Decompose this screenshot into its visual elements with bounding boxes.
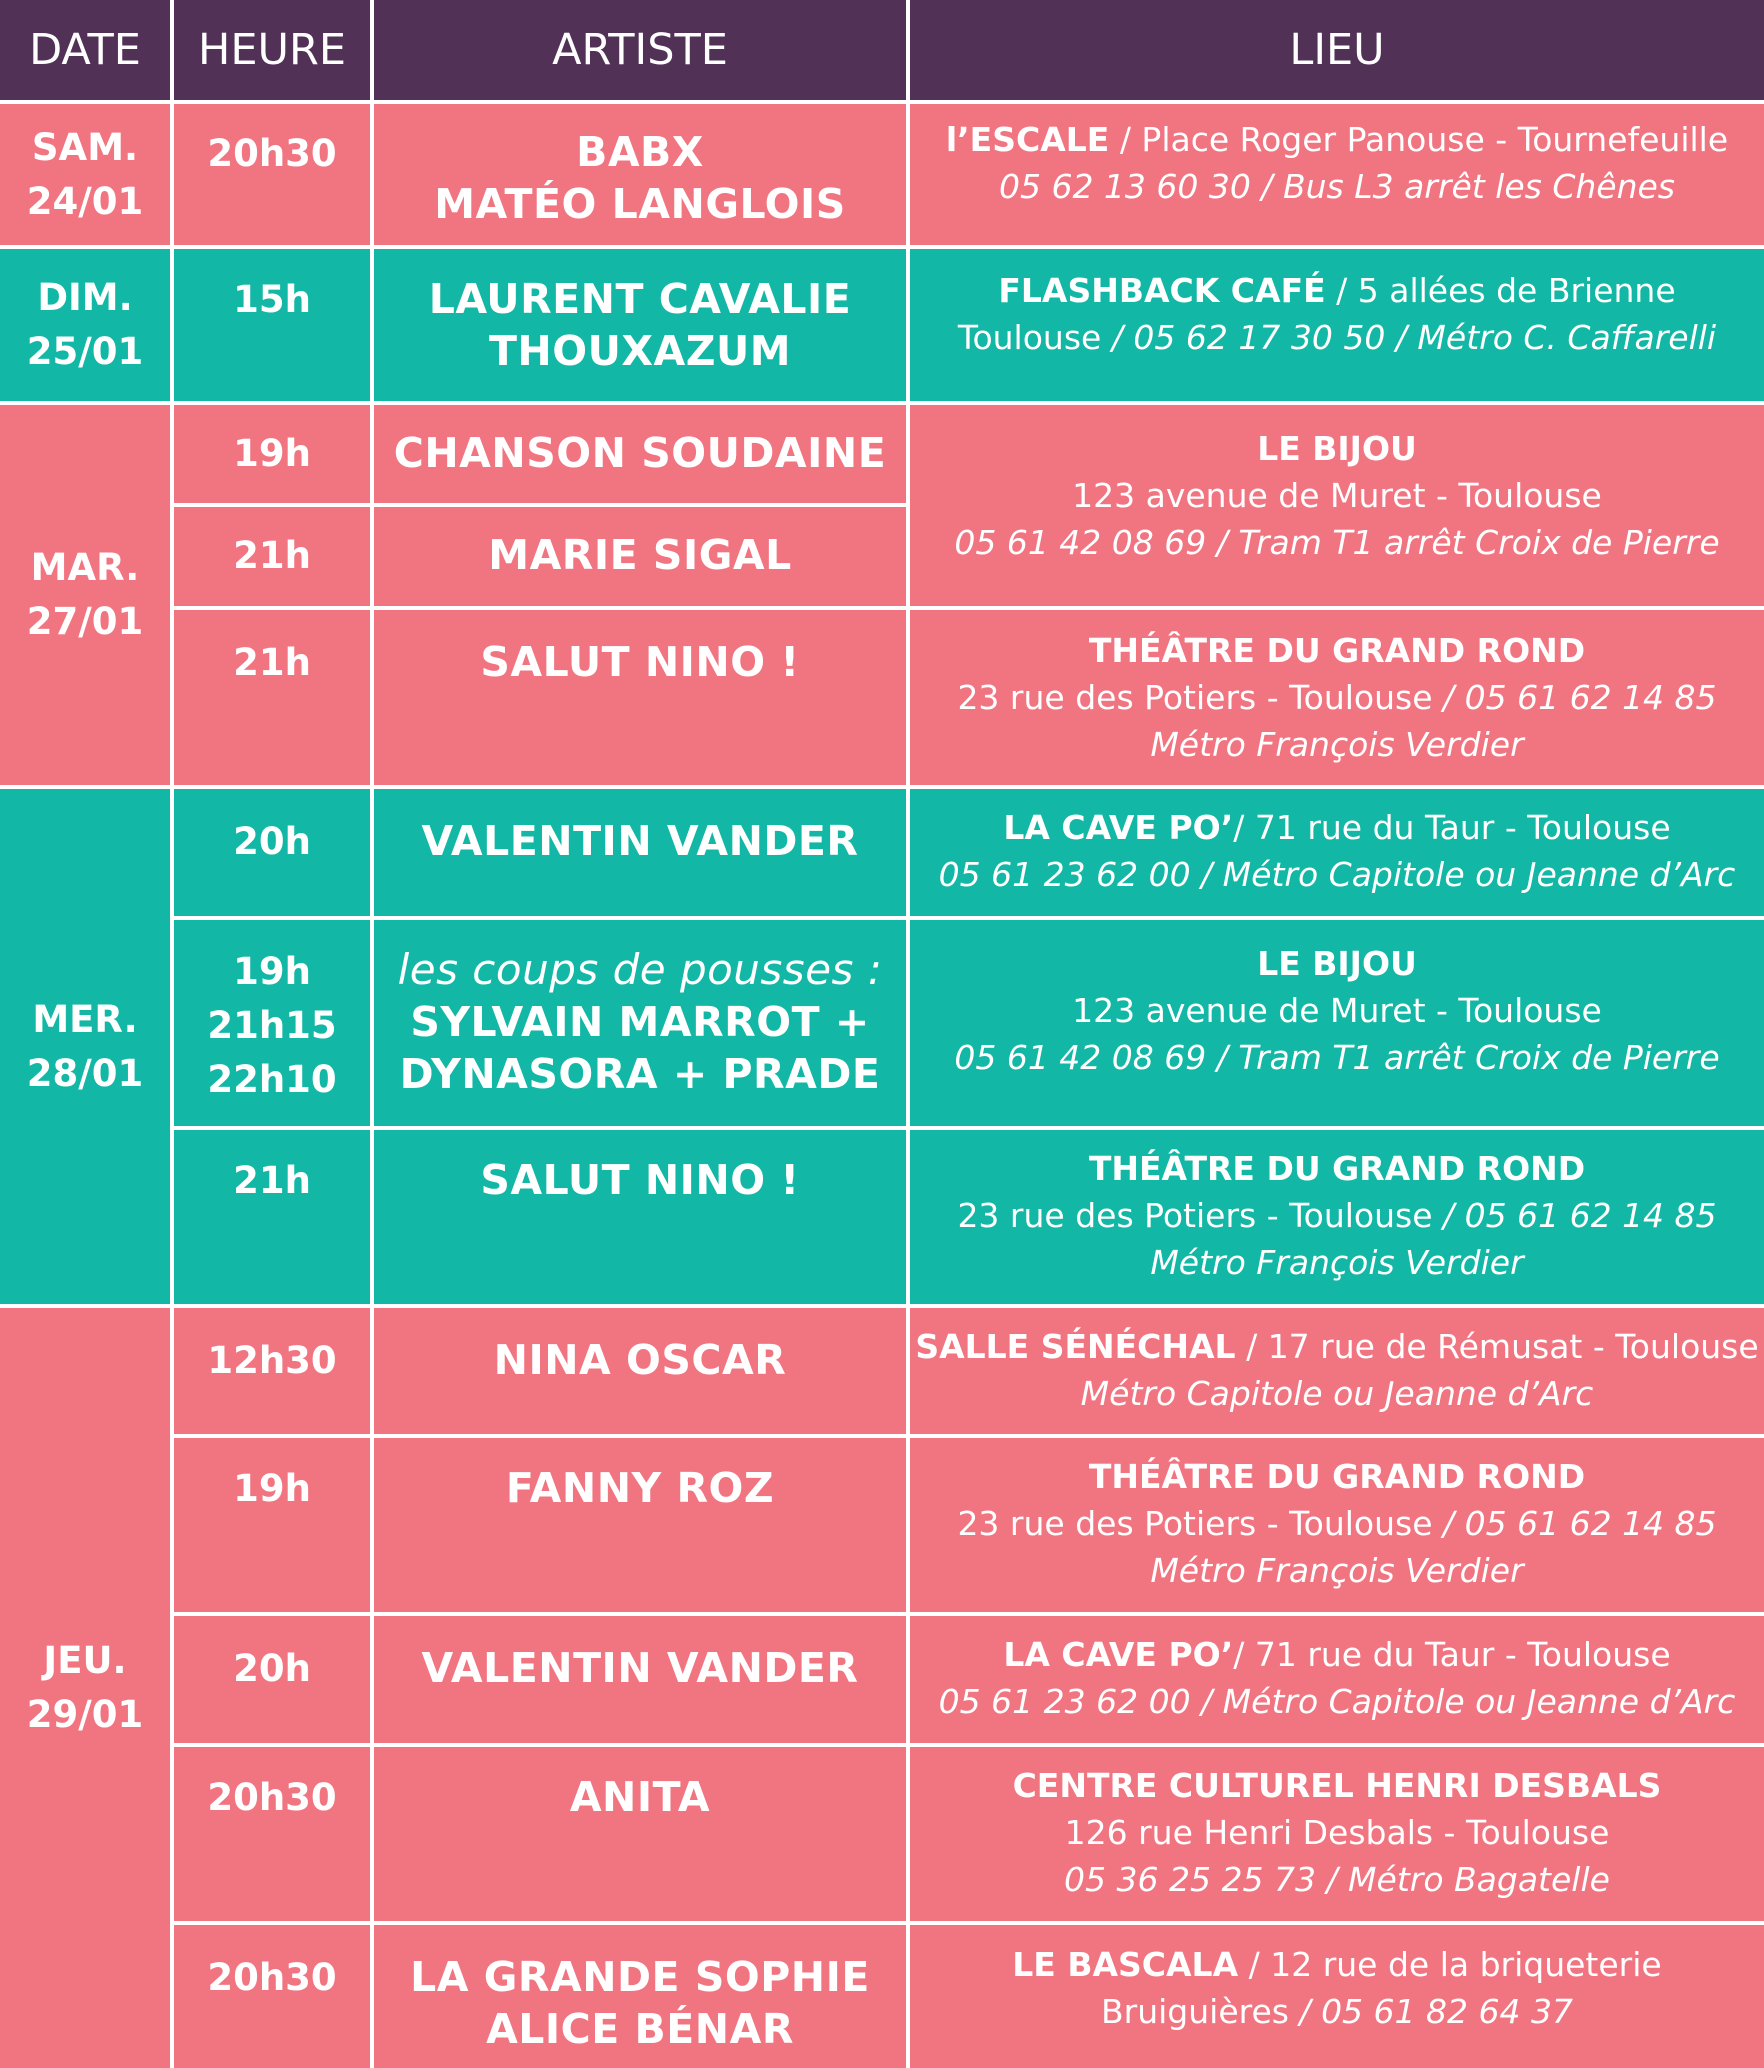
venue-contact bbox=[958, 314, 1716, 361]
header-artiste-label: ARTISTE bbox=[552, 25, 728, 75]
header-heure-label: HEURE bbox=[197, 25, 347, 75]
time-cell bbox=[174, 1438, 370, 1612]
venue-address-line bbox=[957, 1192, 1716, 1239]
artist-name: CHANSON SOUDAINE bbox=[393, 429, 887, 477]
artist-name: NINA OSCAR bbox=[493, 1336, 787, 1384]
time-cell bbox=[174, 1925, 370, 2068]
venue-line bbox=[1012, 1941, 1661, 1988]
artist-cell bbox=[374, 405, 906, 503]
artist-cell bbox=[374, 789, 906, 916]
time-label: 21h bbox=[233, 641, 311, 684]
venue-address: / 12 rue de la briqueterie bbox=[1238, 1945, 1662, 1984]
time-label: 21h bbox=[233, 534, 311, 577]
artist-name: VALENTIN VANDER bbox=[421, 817, 859, 865]
date-label: 29/01 bbox=[26, 1693, 144, 1736]
time-label: 20h30 bbox=[207, 1956, 337, 1999]
column-header-lieu bbox=[910, 0, 1764, 100]
time-label: 21h bbox=[233, 1159, 311, 1202]
artist-cell bbox=[374, 1747, 906, 1921]
venue-address-line bbox=[957, 1500, 1716, 1547]
venue-phone: / 05 61 62 14 85 bbox=[1443, 678, 1717, 717]
artist-cell bbox=[374, 1438, 906, 1612]
venue-contact: 05 36 25 25 73 / Métro Bagatelle bbox=[1064, 1860, 1610, 1899]
artist-name: FANNY ROZ bbox=[505, 1464, 775, 1512]
venue-address: / 71 rue du Taur - Toulouse bbox=[1233, 808, 1671, 847]
venue-name: LE BASCALA bbox=[1012, 1945, 1239, 1984]
venue-cell bbox=[910, 1308, 1764, 1434]
time-cell bbox=[174, 1308, 370, 1434]
artist-cell bbox=[374, 507, 906, 606]
day-label: JEU. bbox=[43, 1639, 127, 1682]
venue-cell bbox=[910, 920, 1764, 1126]
venue-line bbox=[998, 267, 1675, 314]
tagline: les coups de pousses : bbox=[397, 945, 883, 994]
header-lieu-label: LIEU bbox=[1289, 25, 1385, 75]
venue-transport: Métro François Verdier bbox=[1150, 1243, 1524, 1282]
venue-name: SALLE SÉNÉCHAL bbox=[915, 1327, 1236, 1366]
venue-city: Toulouse bbox=[957, 318, 1112, 357]
venue-contact: 05 61 23 62 00 / Métro Capitole ou Jeanne d’Arc bbox=[938, 855, 1736, 894]
artist-cell bbox=[374, 1925, 906, 2068]
time-cell bbox=[174, 1130, 370, 1304]
day-label: DIM. bbox=[37, 276, 133, 319]
venue-name: CENTRE CULTUREL HENRI DESBALS bbox=[1012, 1766, 1662, 1805]
artist-name: VALENTIN VANDER bbox=[421, 1644, 859, 1692]
date-cell bbox=[0, 405, 170, 785]
venue-name: LA CAVE PO’ bbox=[1003, 1635, 1234, 1674]
artist-cell bbox=[374, 1308, 906, 1434]
artist-name: MARIE SIGAL bbox=[488, 531, 792, 579]
artist-cell bbox=[374, 920, 906, 1126]
venue-address: 126 rue Henri Desbals - Toulouse bbox=[1064, 1813, 1610, 1852]
venue-name: LE BIJOU bbox=[1257, 944, 1417, 983]
artist-cell bbox=[374, 249, 906, 401]
time-label: 19h bbox=[233, 1467, 311, 1510]
venue-contact: 05 61 42 08 69 / Tram T1 arrêt Croix de Pierre bbox=[954, 523, 1720, 562]
time-label: 20h30 bbox=[207, 132, 337, 175]
artist-cell bbox=[374, 1616, 906, 1743]
venue-cell bbox=[910, 104, 1764, 245]
time-cell bbox=[174, 104, 370, 245]
header-date-label: DATE bbox=[29, 25, 141, 75]
time-label: 12h30 bbox=[207, 1339, 337, 1382]
date-label: 27/01 bbox=[26, 600, 144, 643]
artist-name: THOUXAZUM bbox=[488, 327, 792, 375]
venue-name: THÉÂTRE DU GRAND ROND bbox=[1088, 1149, 1586, 1188]
day-label: MER. bbox=[32, 997, 138, 1041]
time-cell bbox=[174, 610, 370, 785]
time-label: 20h bbox=[233, 820, 311, 863]
artist-name: SYLVAIN MARROT + bbox=[410, 998, 870, 1046]
venue-cell bbox=[910, 249, 1764, 401]
venue-transport: Métro François Verdier bbox=[1150, 725, 1524, 764]
time-label: 22h10 bbox=[207, 1058, 337, 1101]
venue-contact: 05 61 42 08 69 / Tram T1 arrêt Croix de Pierre bbox=[954, 1038, 1720, 1077]
time-label: 19h bbox=[233, 432, 311, 475]
venue-address: 123 avenue de Muret - Toulouse bbox=[1072, 476, 1602, 515]
artist-name: LAURENT CAVALIE bbox=[428, 275, 852, 323]
venue-cell bbox=[910, 1747, 1764, 1921]
date-label: 28/01 bbox=[26, 1051, 144, 1095]
venue-name: THÉÂTRE DU GRAND ROND bbox=[1088, 1457, 1586, 1496]
day-label: MAR. bbox=[30, 546, 140, 589]
venue-cell bbox=[910, 1438, 1764, 1612]
artist-name: MATÉO LANGLOIS bbox=[434, 180, 846, 228]
venue-cell bbox=[910, 1616, 1764, 1743]
venue-cell bbox=[910, 610, 1764, 785]
venue-line bbox=[1003, 804, 1670, 851]
venue-name: FLASHBACK CAFÉ bbox=[998, 271, 1326, 310]
venue-address: / 71 rue du Taur - Toulouse bbox=[1233, 1635, 1671, 1674]
venue-cell bbox=[910, 1925, 1764, 2068]
venue-name: LE BIJOU bbox=[1257, 429, 1417, 468]
day-label: SAM. bbox=[31, 125, 139, 169]
date-cell bbox=[0, 249, 170, 401]
venue-cell bbox=[910, 405, 1764, 606]
venue-transport: Métro François Verdier bbox=[1150, 1551, 1524, 1590]
artist-name: BABX bbox=[576, 128, 704, 176]
time-cell bbox=[174, 920, 370, 1126]
date-label: 24/01 bbox=[26, 179, 144, 223]
venue-line bbox=[1003, 1631, 1670, 1678]
time-cell bbox=[174, 405, 370, 503]
date-cell bbox=[0, 104, 170, 245]
artist-cell bbox=[374, 104, 906, 245]
venue-address: 23 rue des Potiers - Toulouse bbox=[957, 678, 1444, 717]
venue-name: LA CAVE PO’ bbox=[1003, 808, 1234, 847]
artist-name: ANITA bbox=[569, 1773, 711, 1821]
artist-cell bbox=[374, 610, 906, 785]
time-cell bbox=[174, 507, 370, 606]
venue-contact: 05 61 23 62 00 / Métro Capitole ou Jeanne d’Arc bbox=[938, 1682, 1736, 1721]
venue-phone-transport: / 05 62 17 30 50 / Métro C. Caffarelli bbox=[1111, 318, 1717, 357]
time-label: 21h15 bbox=[207, 1004, 337, 1047]
date-cell bbox=[0, 1308, 170, 2068]
venue-address: / 5 allées de Brienne bbox=[1325, 271, 1676, 310]
venue-name: THÉÂTRE DU GRAND ROND bbox=[1088, 631, 1586, 670]
venue-phone: / 05 61 62 14 85 bbox=[1443, 1196, 1717, 1235]
artist-cell bbox=[374, 1130, 906, 1304]
venue-name: l’ESCALE bbox=[945, 120, 1110, 159]
time-label: 19h bbox=[233, 950, 311, 993]
time-label: 15h bbox=[233, 278, 311, 321]
time-label: 20h bbox=[233, 1647, 311, 1690]
venue-contact bbox=[1101, 1988, 1573, 2035]
column-header-artiste bbox=[374, 0, 906, 100]
venue-phone: / 05 61 62 14 85 bbox=[1443, 1504, 1717, 1543]
venue-city: Bruiguières bbox=[1101, 1992, 1289, 2031]
time-label: 20h30 bbox=[207, 1776, 337, 1819]
time-cell bbox=[174, 1747, 370, 1921]
artist-name: DYNASORA + PRADE bbox=[399, 1050, 881, 1098]
artist-name: LA GRANDE SOPHIE bbox=[410, 1953, 870, 2001]
venue-line bbox=[946, 116, 1728, 163]
venue-address: 23 rue des Potiers - Toulouse bbox=[957, 1504, 1444, 1543]
artist-name: ALICE BÉNAR bbox=[486, 2005, 794, 2053]
venue-address: / 17 rue de Rémusat - Toulouse bbox=[1235, 1327, 1759, 1366]
venue-transport: Métro Capitole ou Jeanne d’Arc bbox=[1080, 1374, 1594, 1413]
column-header-date bbox=[0, 0, 170, 100]
venue-contact: 05 62 13 60 30 / Bus L3 arrêt les Chênes bbox=[998, 167, 1676, 206]
venue-cell bbox=[910, 1130, 1764, 1304]
venue-line bbox=[915, 1323, 1758, 1370]
artist-name: SALUT NINO ! bbox=[480, 638, 800, 686]
venue-address: 123 avenue de Muret - Toulouse bbox=[1072, 991, 1602, 1030]
venue-address-line bbox=[957, 674, 1716, 721]
artist-name: SALUT NINO ! bbox=[480, 1156, 800, 1204]
time-cell bbox=[174, 1616, 370, 1743]
date-cell bbox=[0, 789, 170, 1304]
time-cell bbox=[174, 249, 370, 401]
venue-cell bbox=[910, 789, 1764, 916]
venue-address: / Place Roger Panouse - Tournefeuille bbox=[1109, 120, 1729, 159]
column-header-heure bbox=[174, 0, 370, 100]
date-label: 25/01 bbox=[26, 330, 144, 373]
venue-phone: / 05 61 82 64 37 bbox=[1288, 1992, 1573, 2031]
venue-address: 23 rue des Potiers - Toulouse bbox=[957, 1196, 1444, 1235]
time-cell bbox=[174, 789, 370, 916]
